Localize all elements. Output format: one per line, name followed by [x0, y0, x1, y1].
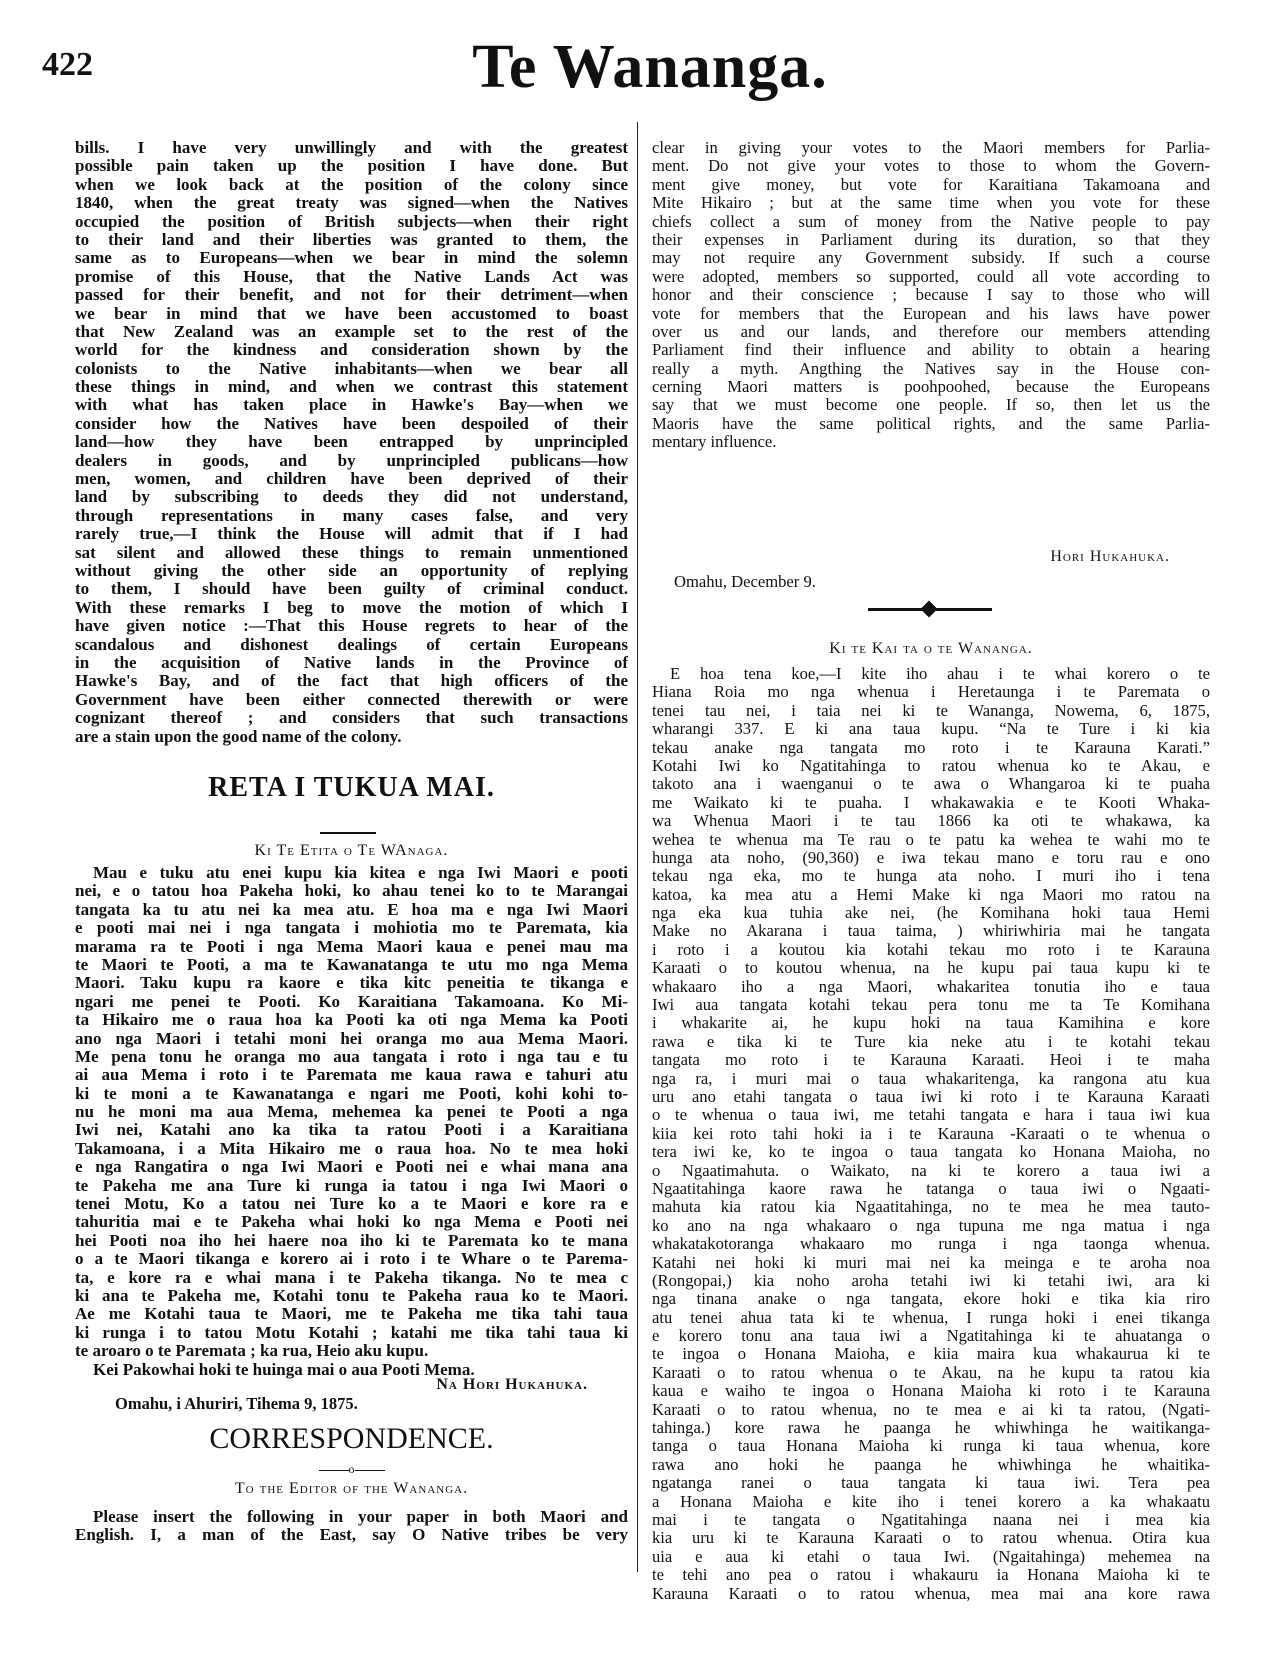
text-line: land—how they have been entrapped by unprincipled	[75, 433, 628, 452]
text-line: passed for their benefit, and not for their detriment—when	[75, 286, 628, 305]
text-line: With these remarks I beg to move the motion of which I	[75, 598, 628, 617]
text-line: e pooti mai nei i nga tangata i mohiotia mo te Paremata, kia	[75, 919, 628, 938]
text-line: a Honana Maioha e kite iho i tenei korero a ka whakaatu	[652, 1492, 1210, 1511]
text-line: ngatanga ranei o taua tangata ki taua iwi. Tera pea	[652, 1474, 1210, 1493]
kaita-letter-text	[652, 665, 1210, 1603]
text-line: we bear in mind that we have been accustomed to boast	[75, 304, 628, 323]
text-line: uru ano etahi tangata o taua iwi ki roto i te Karauna Karaati	[652, 1087, 1210, 1106]
text-line: rawa ano hoki he paanga he whiwhinga he whaitika-	[652, 1455, 1210, 1474]
text-line: Mau e tuku atu enei kupu kia kitea e nga Iwi Maori e pooti	[93, 864, 628, 882]
text-line: Government have been either connected therewith or were	[75, 690, 628, 709]
text-line: o te whenua o taua iwi, me tetahi tangata e hara i taua iwi kua	[652, 1106, 1210, 1125]
text-line: kia uru ki te Karauna Karaati o to ratou whenua. Otira kua	[652, 1529, 1210, 1548]
text-line: hunga ata noho, (90,360) e iwa tekau mano e toru rau e ono	[652, 848, 1210, 867]
column-divider	[637, 122, 638, 1572]
text-line: when we look back at the position of the colony since	[75, 175, 628, 194]
text-line: o Ngaatimahuta. o Waikato, na ki te korero a taua iwi a	[652, 1161, 1210, 1180]
text-line: Karaati o to ratou whenua o te Akau, na he kupu ta ratou kia	[652, 1363, 1210, 1382]
text-line: that New Zealand was an example set to the rest of the	[75, 322, 628, 341]
correspondence-subheading: To the Editor of the Wananga.	[234, 1480, 469, 1497]
reta-letter-text	[75, 864, 628, 1379]
text-line: i whakarite ai, he kupu hoki na taua Kamihina e kore	[652, 1014, 1210, 1033]
text-line: te aroaro o te Paremata ; ka rua, Heio aku kupu.	[75, 1342, 429, 1361]
text-line: 1840, when the great treaty was signed—when the Natives	[75, 194, 628, 213]
text-line: nga eka kua tuhia ake nei, (he Komihana hoki taua Hemi	[652, 904, 1210, 923]
text-line: nu he moni ma aua Mema, mehemea ka penei te Pooti a nga	[75, 1103, 628, 1122]
text-line: cerning Maori matters is poohpoohed, because the Europeans	[652, 378, 1210, 397]
text-line: tangata mo roto i te Karauna Karaati. Heoi i te maha	[652, 1051, 1210, 1070]
text-line: ta, e kore ra e whai mana i te Pakeha tikanga. No te mea c	[75, 1268, 628, 1287]
text-line: ment. Do not give your votes to those to whom the Govern-	[652, 157, 1210, 176]
text-line: over us and our lands, and therefore our members attending	[652, 322, 1210, 341]
text-line: land by subscribing to deeds they did not understand,	[75, 488, 628, 507]
text-line: rawa e tika ki te Ture kia neke atu i te kotahi tekau	[652, 1032, 1210, 1051]
text-line: tenei Motu, Ko a tatou nei Ture ko a te Maori e kore ra e	[75, 1195, 628, 1214]
text-line: world for the kindness and consideration shown by the	[75, 341, 628, 360]
text-line: o a te Maori tikanga e korero ai i roto i te Whare o te Parema-	[75, 1250, 628, 1269]
text-line: mahuta kia ratou kia Ngaatitahinga, no te mea he mea tauto-	[652, 1198, 1210, 1217]
text-line: te Pakeha me ana Ture ki runga ia tatou i nga Iwi Maori o	[75, 1176, 628, 1195]
text-line: ki ana te Pakeha me, Kotahi tonu te Pakeha raua ko te Maori.	[75, 1286, 628, 1305]
text-line: whakaaro iho a nga Maori, whakaritea tonutia iho e taua	[652, 977, 1210, 996]
ornament-separator	[75, 1462, 628, 1477]
text-line: mentary influence.	[652, 433, 777, 452]
text-line: wehea te whenua ma Te rau o te patu ka wehea te wahi mo te	[652, 830, 1210, 849]
text-line: Iwi nei, Katahi ano ka tika ta ratou Pooti i a Karaitiana	[75, 1121, 628, 1140]
text-line: (Rongopai,) kia noho aroha tetahi iwi ki tetahi iwi, ara ki	[652, 1271, 1210, 1290]
text-line: te Maori te Pooti, a ma te Kawanatanga te utu mo nga Mema	[75, 955, 628, 974]
text-line: Katahi nei hoki ki muri mai nei ka meinga e te aroha noa	[652, 1253, 1210, 1272]
text-line: ngari me penei te Pooti. Ko Karaitiana Takamoana. Ko Mi-	[75, 992, 628, 1011]
text-line: really a myth. Angthing the Natives say in the House con-	[652, 359, 1210, 378]
text-line: tanga o taua Honana Maioha ki runga ki taua whenua, kore	[652, 1437, 1210, 1456]
text-line: ki runga i to tatou Motu Kotahi ; katahi me tika tahi taua ki	[75, 1323, 628, 1342]
short-rule	[320, 832, 376, 834]
correspondence-text	[75, 1508, 628, 1545]
text-line: katoa, ka mea atu a Hemi Make ki nga Maori mo ratou na	[652, 885, 1210, 904]
text-line: e korero tonu ana taua iwi a Ngatitahinga ki te ahuatanga o	[652, 1327, 1210, 1346]
diamond-ornament-icon	[921, 601, 938, 618]
text-line: in the acquisition of Native lands in the Province of	[75, 653, 628, 672]
text-line: wa Whenua Maori i te tau 1866 ka oti te whakawa, ka	[652, 812, 1210, 831]
text-line: Karauna Karaati o to ratou whenua, mea mai ana kore rawa	[652, 1584, 1210, 1603]
text-line: these things in mind, and when we contrast this statement	[75, 378, 628, 397]
text-line: Maori. Taku kupu ra kaore e tika kitc peneitia te tikanga e	[75, 974, 628, 993]
text-line: hei Pooti noa iho hei haere noa iho ki te Paremata ko te mana	[75, 1231, 628, 1250]
speech-text	[75, 139, 628, 746]
text-line: were adopted, members so supported, could all vote according to	[652, 267, 1210, 286]
text-line: tekau nga eka, mo te hunga ata noho. I muri iho i tena	[652, 867, 1210, 886]
text-line: ko ano na nga whakaaro o nga tupuna me nga matua i nga	[652, 1216, 1210, 1235]
text-line: Iwi aua tangata kotahi tekau pera tonu me ta Te Komihana	[652, 996, 1210, 1015]
text-line: vote for members that the European and his laws have power	[652, 304, 1210, 323]
text-line: Ngaatitahinga kaore rawa he tatanga o taua iwi o Ngaati-	[652, 1179, 1210, 1198]
text-line: ment give money, but vote for Karaitiana Takamoana and	[652, 175, 1210, 194]
text-line: with what has taken place in Hawke's Bay—when we	[75, 396, 628, 415]
text-line: kaua e waiho te ingoa o Honana Maioha ki roto i te Karauna	[652, 1382, 1210, 1401]
text-line: ano nga Maori i tetahi moni hei oranga mo aua Mema Maori.	[75, 1029, 628, 1048]
text-line: through representations in many cases false, and very	[75, 506, 628, 525]
text-line: te ingoa o Honana Maioha, e kiia maira kua whakaurua ki te	[652, 1345, 1210, 1364]
text-line: English. I, a man of the East, say O Native tribes be very	[75, 1526, 628, 1545]
text-line: nga ra, i muri mai o taua whakaritenga, ka rangona atu kua	[652, 1069, 1210, 1088]
text-line: to them, I should have been guilty of criminal conduct.	[75, 580, 628, 599]
reta-dateline: Omahu, i Ahuriri, Tihema 9, 1875.	[115, 1394, 358, 1413]
text-line: Karaati o to ratou whenua, no te mea e ai ki ta ratou, (Ngati-	[652, 1400, 1210, 1419]
text-line: tenei tau nei, i taia nei ki te Wananga, Nowema, 6, 1875,	[652, 701, 1210, 720]
text-line: bills. I have very unwillingly and with the greatest	[75, 139, 628, 157]
text-line: tahinga.) kore rawa he paanga he whiwhinga he waitikanga-	[652, 1419, 1210, 1438]
text-line: ai aua Mema i roto i te Paremata me kaua rawa e tahuri atu	[75, 1066, 628, 1085]
text-line: whakatakotoranga whakaaro mo runga i nga taonga whenua.	[652, 1235, 1210, 1254]
text-line: ta Hikairo me o raua hoa ka Pooti ka oti nga Mema ka Pooti	[75, 1011, 628, 1030]
english-letter-dateline: Omahu, December 9.	[674, 572, 816, 591]
text-line: atu tenei ahua tata ki te whenua, I runga hoki i enei tikanga	[652, 1308, 1210, 1327]
text-line: consider how the Natives have been despoiled of their	[75, 414, 628, 433]
text-line: uia e aua ki etahi o taua Iwi. (Ngaitahinga) mehemea na	[652, 1547, 1210, 1566]
text-line: without giving the other side an opportunity of replying	[75, 561, 628, 580]
text-line: tangata ka tu atu nei ka mea atu. E hoa ma e nga Iwi Maori	[75, 900, 628, 919]
english-letter-signature: Hori Hukahuka.	[1050, 548, 1170, 565]
text-line: sat silent and allowed these things to remain unmentioned	[75, 543, 628, 562]
text-line: Please insert the following in your paper in both Maori and	[93, 1508, 628, 1526]
text-line: chiefs collect a sum of money from the Native people to pay	[652, 212, 1210, 231]
text-line: honor and their conscience ; because I say to those who will	[652, 286, 1210, 305]
section-heading-reta: RETA I TUKUA MAI.	[208, 772, 495, 803]
text-line: Parliament find their influence and ability to obtain a hearing	[652, 341, 1210, 360]
text-line: marama ra te Pooti i nga Mema Maori kaua e penei mau ma	[75, 937, 628, 956]
reta-subheading: Ki Te Etita o Te WAnaga.	[254, 842, 449, 859]
text-line: Takamoana, i a Mita Hikairo me o raua hoa. No te mea hoki	[75, 1139, 628, 1158]
masthead-title: Te Wananga.	[472, 33, 828, 101]
text-line: E hoa tena koe,—I kite iho ahau i te whai korero o te	[670, 665, 1210, 683]
text-line: i roto i a koutou kia kotahi tekau mo roto i te Karauna	[652, 940, 1210, 959]
text-line: Maoris have the same political rights, and the same Parlia-	[652, 414, 1210, 433]
text-line: Hawke's Bay, and of the fact that high officers of the	[75, 672, 628, 691]
separator-mark: o	[348, 1462, 355, 1476]
text-line: same as to Europeans—when we bear in mind the solemn	[75, 249, 628, 268]
text-line: dealers in goods, and by unprincipled publicans—how	[75, 451, 628, 470]
page-number: 422	[42, 46, 93, 83]
text-line: cognizant thereof ; and considers that such transactions	[75, 709, 628, 728]
text-line: Make no Akarana i taua taima, ) whiriwhiria mai he tangata	[652, 922, 1210, 941]
text-line: Mite Hikairo ; but at the same time when you vote for these	[652, 194, 1210, 213]
text-line: wharangi 337. E ki ana taua kupu. “Na te Ture i ki kia	[652, 720, 1210, 739]
text-line: ki te moni a te Kawanatanga e ngari me Pooti, kohi kohi to-	[75, 1084, 628, 1103]
text-line: possible pain taken up the position I have done. But	[75, 157, 628, 176]
kaita-heading: Ki te Kai ta o te Wananga.	[829, 640, 1033, 657]
text-line: men, women, and children have been deprived of their	[75, 470, 628, 489]
text-line: promise of this House, that the Native Lands Act was	[75, 267, 628, 286]
reta-signature: Na Hori Hukahuka.	[436, 1376, 588, 1393]
text-line: tekau anake nga tangata mo roto i te Karauna Karati.”	[652, 738, 1210, 757]
text-line: may not require any Government subsidy. If such a course	[652, 249, 1210, 268]
text-line: takoto ana i waenganui o te awa o Whangaroa ki te puaha	[652, 775, 1210, 794]
text-line: have given notice :—That this House regrets to hear of the	[75, 617, 628, 636]
text-line: Me pena tonu he oranga mo aua tangata i roto i nga tau e tu	[75, 1047, 628, 1066]
english-letter-text	[652, 139, 1210, 452]
text-line: nei, e o tatou hoa Pakeha hoki, ko ahau tenei ko to te Marangai	[75, 882, 628, 901]
text-line: their expenses in Parliament during its duration, so that they	[652, 230, 1210, 249]
text-line: Ae me Kotahi taua te Maori, me te Pakeha me tika tahi taua	[75, 1305, 628, 1324]
text-line: Kei Pakowhai hoki te huinga mai o aua Pooti Mema.	[93, 1360, 475, 1379]
text-line: clear in giving your votes to the Maori members for Parlia-	[652, 139, 1210, 157]
text-line: Kotahi Iwi ko Ngatitahinga to ratou whenua ko te Akau, e	[652, 756, 1210, 775]
text-line: mai i te tangata o Ngatitahinga naana nei i mea kia	[652, 1510, 1210, 1529]
text-line: me Waikato ki te puaha. I whakawakia e te Kooti Whaka-	[652, 793, 1210, 812]
text-line: occupied the position of British subjects—when their right	[75, 212, 628, 231]
text-line: Hiana Roia mo nga whenua i Heretaunga i te Paremata o	[652, 683, 1210, 702]
text-line: e nga Rangatira o nga Iwi Maori e Pooti nei e whai mana ana	[75, 1158, 628, 1177]
text-line: rarely true,—I think the House will admit that if I had	[75, 525, 628, 544]
text-line: tahuritia mai e te Pakeha whai hoki ko nga Mema e Pooti nei	[75, 1213, 628, 1232]
text-line: say that we must become one people. If so, then let us the	[652, 396, 1210, 415]
text-line: kiia kei roto tahi hoki ia i te Karauna -Karaati o te whenua o	[652, 1124, 1210, 1143]
section-heading-correspondence: CORRESPONDENCE.	[209, 1422, 494, 1455]
text-line: nga tinana anake o nga tangata, ekore hoki e tika kia riro	[652, 1290, 1210, 1309]
text-line: Karaati o to koutou whenua, na he kupu pai taua kupu ki te	[652, 959, 1210, 978]
text-line: colonists to the Native inhabitants—when we bear all	[75, 359, 628, 378]
text-line: te tehi ano pea o ratou i whakauru ia Honana Maioha ki te	[652, 1566, 1210, 1585]
text-line: scandalous and dishonest dealings of certain Europeans	[75, 635, 628, 654]
text-line: to their land and their liberties was granted to them, the	[75, 230, 628, 249]
text-line: are a stain upon the good name of the colony.	[75, 727, 402, 746]
text-line: tera iwi ke, ko te ingoa o taua tangata ko Honana Maioha, no	[652, 1143, 1210, 1162]
